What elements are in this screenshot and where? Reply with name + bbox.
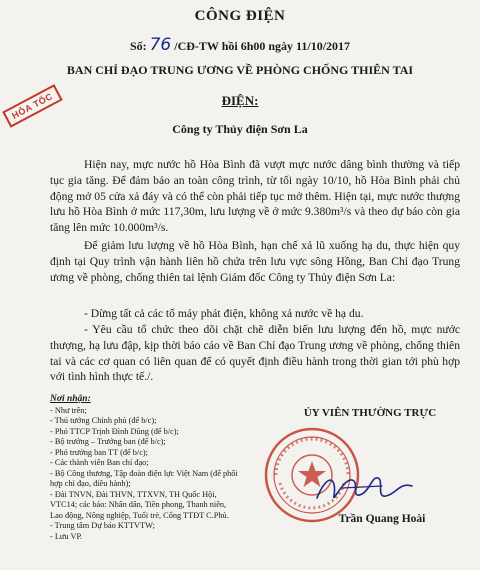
paragraph-directive-1 bbox=[50, 306, 460, 322]
handwritten-signature-icon bbox=[312, 468, 422, 508]
paragraph-order bbox=[50, 238, 460, 285]
list-item: - Bộ Công thương, Tập đoàn điện lực Việt Nam (để phối hợp chỉ đạo, điều hành); bbox=[50, 468, 238, 488]
list-item: - Trung tâm Dự báo KTTVTW; bbox=[50, 521, 155, 530]
list-item: - Thủ tướng Chính phủ (để b/c); bbox=[50, 416, 157, 425]
document-title: CÔNG ĐIỆN bbox=[194, 8, 286, 24]
urgent-stamp: HỎA TỐC bbox=[2, 84, 62, 127]
list-item: - Như trên; bbox=[50, 405, 87, 415]
paragraph-text: Để giảm lưu lượng về hồ Hòa Bình, hạn chế xả lũ xuống hạ du, thực hiện quy định tại Quy trình vận hành liên hồ chứa trên lưu vực sông Hồng, Ban Chỉ đạo Trung ương về phòng, chống thiên tai lệnh Giám đốc Công ty Thủy điện Sơn La: bbox=[50, 239, 460, 284]
recipients-title: Nơi nhận: bbox=[50, 394, 91, 404]
handwritten-number: 76 bbox=[149, 35, 172, 55]
number-suffix: /CĐ-TW hồi 6h00 ngày 11/10/2017 bbox=[174, 39, 351, 53]
list-item: - Phó trưởng ban TT (để b/c); bbox=[50, 447, 148, 457]
list-item: - Đài TNVN, Đài THVN, TTXVN, TH Quốc Hội, VTC14; các báo: Nhân dân, Tiền phong, Thanh niên, Lao động, Nông nghiệp, Tuổi trẻ, Cổng TTĐT C.Phủ. bbox=[50, 489, 229, 520]
list-item: - Lưu VP. bbox=[50, 531, 83, 541]
dien-label: ĐIỆN: bbox=[221, 93, 259, 108]
signer-name: Trần Quang Hoài bbox=[338, 513, 426, 525]
paragraph-text: Hiện nay, mực nước hồ Hòa Bình đã vượt mực nước dâng bình thường và tiếp tục gia tăng. Để đảm bảo an toàn công trình, từ tối ngày 10/10, hồ Hòa Bình phải chủ động mở 05 cửa xả đáy và có thể còn phải tiếp tục mở thêm. Hiện tại, mực nước thượng lưu hồ Hòa Bình ở mức 117,30m, lưu lượng về ở mức 9.380m³/s và theo dự báo còn gia tăng lên mức 10.000m³/s. bbox=[50, 158, 460, 235]
list-item: - Bộ trưởng – Trưởng ban (để b/c); bbox=[50, 437, 166, 446]
number-prefix: Số: bbox=[129, 39, 147, 53]
issuing-organization: BAN CHỈ ĐẠO TRUNG ƯƠNG VỀ PHÒNG CHỐNG THIÊN TAI bbox=[66, 63, 414, 77]
recipient-company: Công ty Thủy điện Sơn La bbox=[172, 122, 308, 136]
signer-title: ỦY VIÊN THƯỜNG TRỰC bbox=[303, 407, 437, 419]
paragraph-text: - Yêu cầu tổ chức theo dõi chặt chẽ diễn biến lưu lượng đến hồ, mực nước thượng, hạ lưu đập, kịp thời báo cáo về Ban Chỉ đạo Trung ương về phòng, chống thiên tai và các cơ quan có liên quan để có quyết định điều hành trong thời gian tới phù hợp với tình hình thực tế./. bbox=[50, 323, 460, 384]
document-number bbox=[0, 35, 480, 55]
paragraph-directive-2 bbox=[50, 322, 460, 385]
list-item: - Phó TTCP Trịnh Đình Dũng (để b/c); bbox=[50, 426, 179, 436]
paragraph-text: - Dừng tất cả các tổ máy phát điện, không xả nước về hạ du. bbox=[84, 307, 364, 320]
recipients-block bbox=[50, 394, 240, 542]
list-item: - Các thành viên Ban chỉ đạo; bbox=[50, 458, 149, 467]
paragraph-situation bbox=[50, 157, 460, 236]
recipients-list bbox=[50, 406, 240, 543]
